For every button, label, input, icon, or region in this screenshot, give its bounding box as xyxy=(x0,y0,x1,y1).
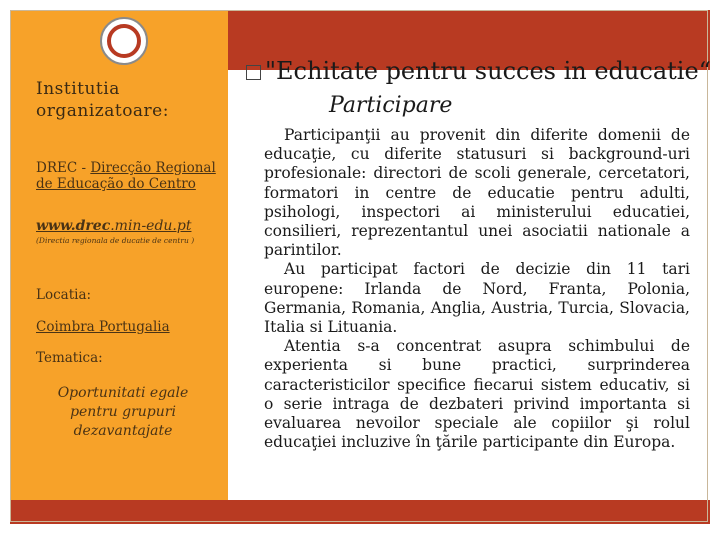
section-subtitle: Participare xyxy=(329,93,453,118)
body-paragraph: Atentia s-a concentrat asupra schimbului de experienta si bune practici, surprinderea caracteristicilor specifice fiecarui sistem educativ, si o serie intraga de dezbateri privind importanta si evaluarea nevoilor speciale ale copiilor şi rolul educaţiei incluzive în ţările participante din Europa. xyxy=(264,337,690,452)
organizer-note: (Directia regionala de ducatie de centru ) xyxy=(36,236,195,245)
organizer-link[interactable]: Direcção Regional de Educação do Centro xyxy=(36,160,216,192)
theme-label: Tematica: xyxy=(36,350,103,366)
page-title-text: "Echitate pentru succes in educatie“ xyxy=(265,57,711,85)
theme-value: Oportunitati egale pentru grupuri dezavantajate xyxy=(57,385,189,439)
organizer-url-domain: www.drec xyxy=(36,218,111,234)
location-label: Locatia: xyxy=(36,287,92,303)
body-paragraph: Participanţii au provenit din diferite domenii de educaţie, cu diferite statusuri si background-uri profesionale: directori de scoli generale, cercetatori, formatori in centre de educatie pentru adulti, psihologi, inspectori ai ministerului educatiei, consilieri, reprezentantul unei asociatii nationale a parintilor. xyxy=(264,126,690,260)
footer-band xyxy=(10,500,710,524)
organizer-url-suffix: .min-edu.pt xyxy=(110,218,192,234)
body-paragraph: Au participat factori de decizie din 11 tari europene: Irlanda de Nord, Franta, Polonia, Germania, Romania, Anglia, Austria, Turcia, Slovacia, Italia si Lituania. xyxy=(264,260,690,337)
organizer-url[interactable] xyxy=(36,218,191,234)
page-title xyxy=(246,57,711,85)
circle-ornament-icon xyxy=(100,17,148,65)
body-text xyxy=(264,126,690,452)
checkbox-bullet-icon xyxy=(246,65,261,80)
organizer-heading: Institutia organizatoare: xyxy=(36,79,169,121)
organizer-name xyxy=(36,160,221,192)
organizer-prefix: DREC - xyxy=(36,160,91,176)
location-link[interactable]: Coimbra Portugalia xyxy=(36,319,170,335)
